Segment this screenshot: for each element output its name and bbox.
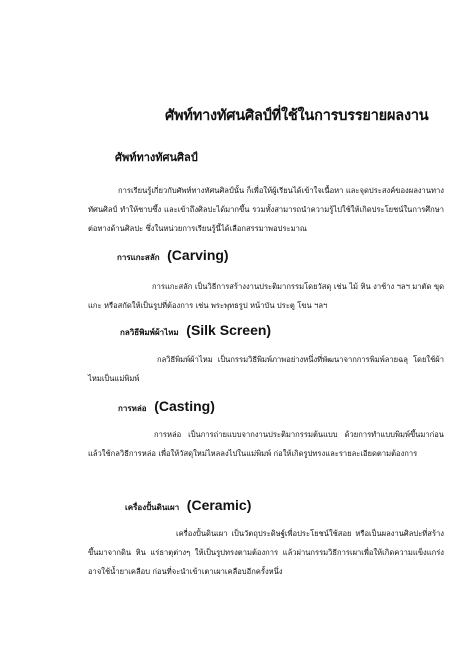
section-body-carving: การแกะสลัก เป็นวิธีการสร้างงานประติมากรรมโดยวัสดุ เช่น ไม้ หิน งาช้าง ฯลฯ มาตัด ขุด แกะ หรือสกัดให้เป็นรูปที่ต้องการ เช่น พระพุทธรูป หน้าบัน ประตู โขน ฯลฯ [88, 282, 444, 310]
section-body-ceramic: เครื่องปั้นดินเผา เป็นวัตถุประดิษฐ์เพื่อประโยชน์ใช้สอย หรือเป็นผลงานศิลปะที่สร้างขึ้นมาจากดิน หิน แร่ธาตุต่างๆ ให้เป็นรูปทรงตามต้องการ แล้วผ่านกรรมวิธีการเผาเพื่อให้เกิดความแข็งแกร่ง อาจใช้น้ำยาเคลือบ ก่อนที่จะนำเข้าเตาเผาเคลือบอีกครั้งหนึ่ง [88, 529, 444, 576]
section-heading-english: (Silk Screen) [186, 322, 272, 338]
section-heading-thai: เครื่องปั้นดินเผา [125, 502, 180, 512]
section-heading-thai: กลวิธีพิมพ์ผ้าไหม [120, 327, 179, 337]
section-heading-english: (Casting) [154, 398, 215, 414]
section-heading-ceramic [125, 495, 251, 514]
section-heading-thai: การแกะสลัก [117, 252, 160, 262]
section-heading-carving [117, 245, 229, 264]
section-heading-english: (Carving) [167, 247, 229, 263]
intro-paragraph: การเรียนรู้เกี่ยวกับศัพท์ทางทัศนศิลป์นั้น ก็เพื่อให้ผู้เรียนได้เข้าใจเนื้อหา และจุดประสงค์ของผลงานทางทัศนศิลป์ ทำให้ชาบซึ้ง และเข้าถึงศิลปะได้มากขึ้น รวมทั้งสามารถนำความรู้ไปใช้ให้เกิดประโยชน์ในการศึกษาต่อทางด้านศิลปะ ซึ่งในหน่วยการเรียนรู้นี้ได้เลือกสรรมาพอประมาณ [88, 186, 444, 233]
document-title: ศัพท์ทางทัศนศิลป์ที่ใช้ในการบรรยายผลงาน [165, 107, 429, 124]
section-body-casting: การหล่อ เป็นการถ่ายแบบจากงานประติมากรรมต้นแบบ ด้วยการทำแบบพิมพ์ขึ้นมาก่อน แล้วใช้กลวิธีการหล่อ เพื่อให้วัสดุใหม่ไหลลงไปในแม่พิมพ์ ก่อให้เกิดรูปทรงและรายละเอียดตามต้องการ [88, 430, 444, 458]
section-heading-casting [118, 396, 215, 415]
section-heading-thai: การหล่อ [118, 403, 147, 413]
document-subtitle: ศัพท์ทางทัศนศิลป์ [115, 151, 198, 164]
section-heading-silk-screen [120, 320, 271, 339]
section-body-silk-screen: กลวิธีพิมพ์ผ้าไหม เป็นกรรมวิธีพิมพ์ภาพอย่างหนึ่งที่พัฒนาจากการพิมพ์ลายฉลุ โดยใช้ผ้าไหมเป็นแม่พิมพ์ [88, 355, 444, 383]
section-heading-english: (Ceramic) [186, 497, 252, 513]
